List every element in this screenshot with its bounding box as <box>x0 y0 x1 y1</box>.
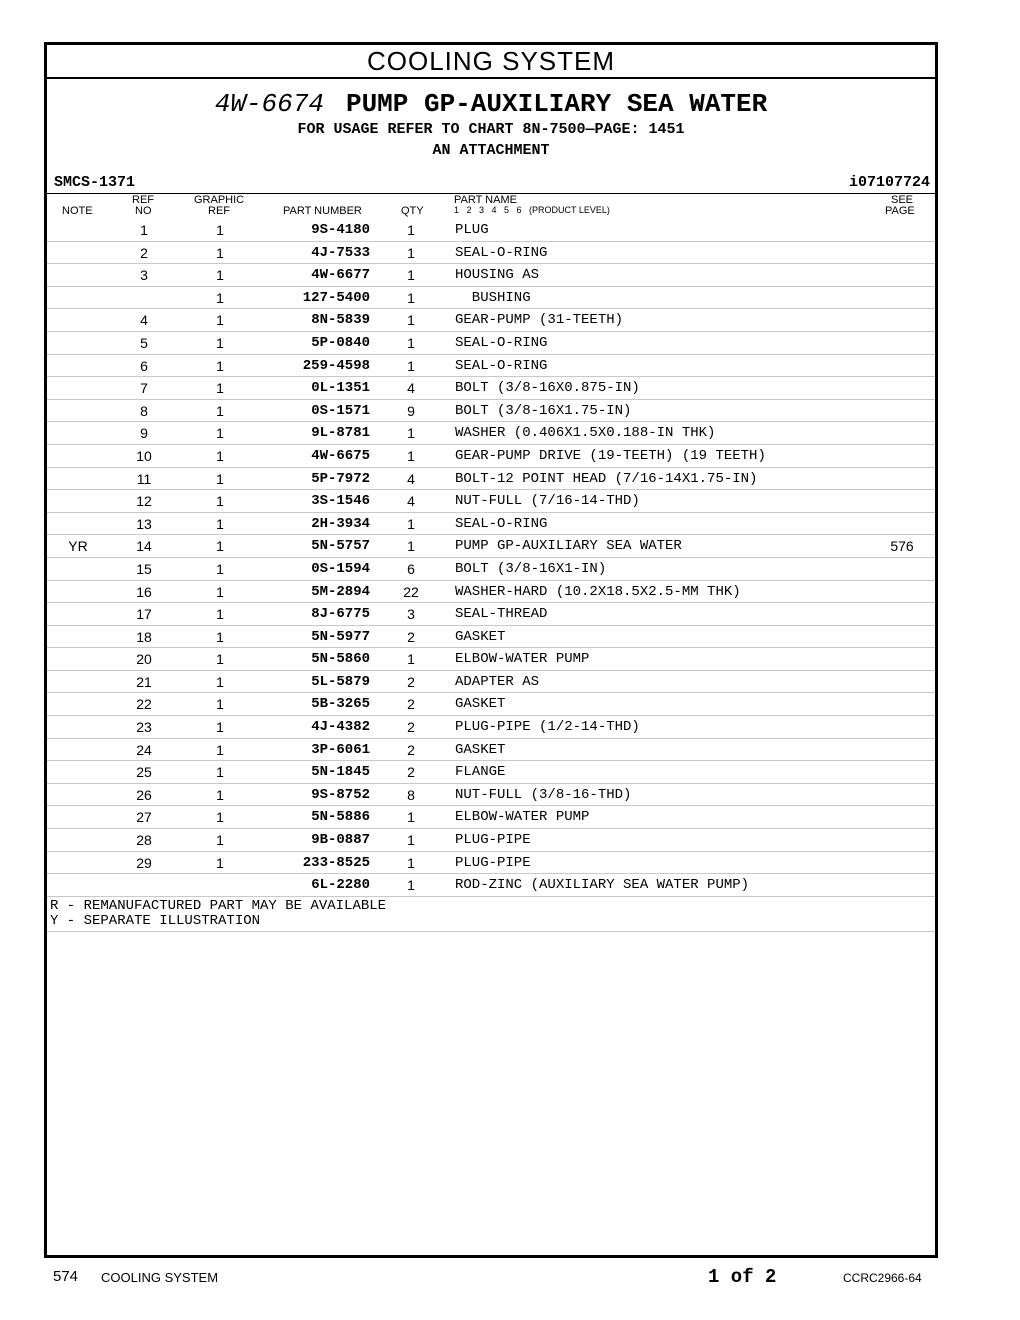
ref-no-cell: 22 <box>136 696 152 713</box>
graphic-ref-cell: 1 <box>216 289 224 306</box>
ref-no-cell: 3 <box>140 267 148 284</box>
table-row <box>47 535 935 558</box>
qty-cell: 2 <box>407 764 415 781</box>
part-name-cell: WASHER (0.406X1.5X0.188-IN THK) <box>455 425 716 442</box>
parts-table <box>47 219 935 897</box>
table-row <box>47 264 935 287</box>
qty-cell: 2 <box>407 741 415 758</box>
part-name-cell: GEAR-PUMP (31-TEETH) <box>455 312 624 329</box>
table-row <box>47 377 935 400</box>
header-note: NOTE <box>62 205 93 217</box>
qty-cell: 4 <box>407 470 415 487</box>
part-number-cell: 9S-4180 <box>311 222 370 238</box>
part-name-cell: ADAPTER AS <box>455 673 540 690</box>
graphic-ref-cell: 1 <box>216 447 224 464</box>
ref-no-cell: 8 <box>140 402 148 419</box>
table-row <box>47 422 935 445</box>
part-name-cell: BOLT-12 POINT HEAD (7/16-14X1.75-IN) <box>455 470 758 487</box>
table-row <box>47 490 935 513</box>
header-see-top: SEE <box>891 194 914 206</box>
table-row <box>47 671 935 694</box>
qty-cell: 1 <box>407 809 415 826</box>
qty-cell: 4 <box>407 380 415 397</box>
ref-no-cell: 23 <box>136 719 152 736</box>
table-row <box>47 513 935 536</box>
notes-legend <box>47 897 935 932</box>
qty-cell: 1 <box>407 877 415 894</box>
part-name-cell: ELBOW-WATER PUMP <box>455 809 590 826</box>
footer-section: COOLING SYSTEM <box>101 1270 219 1285</box>
part-number-cell: 5N-5886 <box>311 809 370 826</box>
table-row <box>47 558 935 581</box>
graphic-ref-cell: 1 <box>216 719 224 736</box>
graphic-ref-cell: 1 <box>216 515 224 532</box>
note-line: Y - SEPARATE ILLUSTRATION <box>50 912 261 929</box>
graphic-ref-cell: 1 <box>216 741 224 758</box>
title-block <box>47 79 935 161</box>
qty-cell: 1 <box>407 832 415 849</box>
graphic-ref-cell: 1 <box>216 493 224 510</box>
part-number-cell: 5M-2894 <box>311 583 370 600</box>
graphic-ref-cell: 1 <box>216 470 224 487</box>
graphic-ref-cell: 1 <box>216 606 224 623</box>
ref-no-cell: 6 <box>140 357 148 374</box>
assembly-part-number: 4W-6674 <box>214 89 324 119</box>
part-number-cell: 5P-0840 <box>311 334 370 351</box>
graphic-ref-cell: 1 <box>216 583 224 600</box>
part-number-cell: 3P-6061 <box>311 741 370 758</box>
table-row <box>47 603 935 626</box>
part-number-cell: 6L-2280 <box>311 877 370 894</box>
ref-no-cell: 9 <box>140 425 148 442</box>
part-number-cell: 4J-4382 <box>311 719 370 736</box>
qty-cell: 1 <box>407 334 415 351</box>
part-number-cell: 233-8525 <box>302 854 370 871</box>
ref-no-cell: 16 <box>136 583 152 600</box>
meta-row <box>47 171 935 193</box>
qty-cell: 1 <box>407 447 415 464</box>
table-row <box>47 784 935 807</box>
table-header <box>47 193 935 219</box>
ref-no-cell: 14 <box>136 538 152 555</box>
ref-no-cell: 1 <box>140 222 148 238</box>
ref-no-cell: 15 <box>136 560 152 577</box>
part-name-cell: BOLT (3/8-16X0.875-IN) <box>455 380 640 397</box>
part-name-cell: NUT-FULL (3/8-16-THD) <box>455 786 632 803</box>
page-footer <box>0 1262 1020 1292</box>
part-number-cell: 4W-6677 <box>311 267 370 284</box>
graphic-ref-cell: 1 <box>216 628 224 645</box>
part-name-cell: PLUG-PIPE <box>455 854 531 871</box>
part-number-cell: 2H-3934 <box>311 515 370 532</box>
qty-cell: 22 <box>403 583 419 600</box>
part-name-cell: ELBOW-WATER PUMP <box>455 651 590 668</box>
ref-no-cell: 27 <box>136 809 152 826</box>
graphic-ref-cell: 1 <box>216 696 224 713</box>
graphic-ref-cell: 1 <box>216 538 224 555</box>
qty-cell: 9 <box>407 402 415 419</box>
qty-cell: 8 <box>407 786 415 803</box>
graphic-ref-cell: 1 <box>216 334 224 351</box>
graphic-ref-cell: 1 <box>216 267 224 284</box>
table-row <box>47 829 935 852</box>
graphic-ref-cell: 1 <box>216 854 224 871</box>
graphic-ref-cell: 1 <box>216 651 224 668</box>
graphic-ref-cell: 1 <box>216 764 224 781</box>
part-number-cell: 0S-1594 <box>311 560 370 577</box>
ref-no-cell: 2 <box>140 244 148 261</box>
part-name-cell: SEAL-THREAD <box>455 606 548 623</box>
ref-no-cell: 26 <box>136 786 152 803</box>
ref-no-cell: 20 <box>136 651 152 668</box>
ref-no-cell: 4 <box>140 312 148 329</box>
usage-reference: FOR USAGE REFER TO CHART 8N-7500—PAGE: 1451 <box>297 121 685 138</box>
ref-no-cell: 10 <box>136 447 152 464</box>
header-ref-bottom: NO <box>135 205 152 217</box>
ref-no-cell: 12 <box>136 493 152 510</box>
table-row <box>47 355 935 378</box>
part-number-cell: 8N-5839 <box>311 312 370 329</box>
assembly-name: PUMP GP-AUXILIARY SEA WATER <box>345 89 768 119</box>
ref-no-cell: 18 <box>136 628 152 645</box>
table-row <box>47 739 935 762</box>
graphic-ref-cell: 1 <box>216 402 224 419</box>
ref-no-cell: 21 <box>136 673 152 690</box>
part-name-cell: ROD-ZINC (AUXILIARY SEA WATER PUMP) <box>455 877 750 894</box>
part-name-cell: NUT-FULL (7/16-14-THD) <box>455 493 640 510</box>
part-number-cell: 3S-1546 <box>311 493 370 510</box>
qty-cell: 1 <box>407 538 415 555</box>
part-name-cell: FLANGE <box>455 764 506 781</box>
parts-page-frame <box>44 42 938 1258</box>
graphic-ref-cell: 1 <box>216 380 224 397</box>
part-name-cell: GASKET <box>455 696 506 713</box>
part-number-cell: 0S-1571 <box>311 402 370 419</box>
see-page-cell: 576 <box>890 538 914 555</box>
part-name-cell: BUSHING <box>455 289 531 306</box>
graphic-ref-cell: 1 <box>216 312 224 329</box>
part-name-cell: SEAL-O-RING <box>455 357 548 374</box>
part-name-cell: GASKET <box>455 741 506 758</box>
part-number-cell: 5N-1845 <box>311 764 370 781</box>
note-line: R - REMANUFACTURED PART MAY BE AVAILABLE <box>50 897 387 914</box>
part-number-cell: 5N-5757 <box>311 538 370 555</box>
smcs-code: SMCS-1371 <box>54 174 136 191</box>
ref-no-cell: 11 <box>136 470 152 487</box>
part-name-cell: BOLT (3/8-16X1-IN) <box>455 560 607 577</box>
qty-cell: 3 <box>407 606 415 623</box>
note-cell: YR <box>68 538 88 555</box>
part-number-cell: 5B-3265 <box>311 696 370 713</box>
table-row <box>47 400 935 423</box>
part-number-cell: 5P-7972 <box>311 470 370 487</box>
qty-cell: 1 <box>407 651 415 668</box>
part-name-cell: WASHER-HARD (10.2X18.5X2.5-MM THK) <box>455 583 741 600</box>
qty-cell: 1 <box>407 222 415 238</box>
qty-cell: 1 <box>407 854 415 871</box>
ref-no-cell: 28 <box>136 832 152 849</box>
part-name-cell: GASKET <box>455 628 506 645</box>
footer-sheet: 1 of 2 <box>708 1266 777 1288</box>
header-graphic-bottom: REF <box>208 205 230 217</box>
part-name-cell: HOUSING AS <box>455 267 540 284</box>
section-title: COOLING SYSTEM <box>47 45 935 79</box>
header-qty: QTY <box>401 205 424 217</box>
table-row <box>47 219 935 242</box>
part-name-cell: PLUG-PIPE (1/2-14-THD) <box>455 719 640 736</box>
ref-no-cell: 17 <box>136 606 152 623</box>
graphic-ref-cell: 1 <box>216 357 224 374</box>
header-part-number: PART NUMBER <box>283 205 362 217</box>
part-number-cell: 8J-6775 <box>311 606 370 623</box>
ref-no-cell: 7 <box>140 380 148 397</box>
graphic-ref-cell: 1 <box>216 425 224 442</box>
part-number-cell: 127-5400 <box>302 289 370 306</box>
assembly-title <box>47 89 935 119</box>
qty-cell: 2 <box>407 673 415 690</box>
part-name-cell: PLUG <box>455 222 489 238</box>
table-row <box>47 648 935 671</box>
table-row <box>47 287 935 310</box>
ref-no-cell: 25 <box>136 764 152 781</box>
table-row <box>47 693 935 716</box>
qty-cell: 2 <box>407 628 415 645</box>
header-part-name: PART NAME <box>454 194 517 206</box>
table-row <box>47 874 935 897</box>
qty-cell: 1 <box>407 312 415 329</box>
part-name-cell: GEAR-PUMP DRIVE (19-TEETH) (19 TEETH) <box>455 447 766 464</box>
table-row <box>47 309 935 332</box>
ref-no-cell: 29 <box>136 854 152 871</box>
graphic-ref-cell: 1 <box>216 244 224 261</box>
ref-no-cell: 13 <box>136 515 152 532</box>
header-ref-top: REF <box>132 194 154 206</box>
qty-cell: 1 <box>407 244 415 261</box>
part-name-cell: SEAL-O-RING <box>455 334 548 351</box>
table-row <box>47 468 935 491</box>
table-row <box>47 806 935 829</box>
qty-cell: 1 <box>407 289 415 306</box>
qty-cell: 1 <box>407 267 415 284</box>
qty-cell: 1 <box>407 515 415 532</box>
table-row <box>47 761 935 784</box>
table-row <box>47 242 935 265</box>
footer-code: CCRC2966-64 <box>843 1271 922 1285</box>
part-number-cell: 5N-5860 <box>311 651 370 668</box>
part-number-cell: 0L-1351 <box>311 380 370 397</box>
graphic-ref-cell: 1 <box>216 222 224 238</box>
graphic-ref-cell: 1 <box>216 832 224 849</box>
table-row <box>47 716 935 739</box>
header-product-levels: 1 2 3 4 5 6 (PRODUCT LEVEL) <box>454 205 610 215</box>
graphic-ref-cell: 1 <box>216 786 224 803</box>
part-number-cell: 4J-7533 <box>311 244 370 261</box>
graphic-ref-cell: 1 <box>216 673 224 690</box>
footer-page-number: 574 <box>53 1268 79 1285</box>
table-row <box>47 581 935 604</box>
part-name-cell: PUMP GP-AUXILIARY SEA WATER <box>455 538 682 555</box>
part-number-cell: 259-4598 <box>302 357 370 374</box>
table-row <box>47 445 935 468</box>
part-name-cell: PLUG-PIPE <box>455 832 531 849</box>
qty-cell: 1 <box>407 425 415 442</box>
qty-cell: 6 <box>407 560 415 577</box>
header-graphic-top: GRAPHIC <box>194 194 245 206</box>
part-number-cell: 9L-8781 <box>311 425 370 442</box>
part-name-cell: SEAL-O-RING <box>455 244 548 261</box>
qty-cell: 1 <box>407 357 415 374</box>
qty-cell: 2 <box>407 696 415 713</box>
table-row <box>47 332 935 355</box>
qty-cell: 4 <box>407 493 415 510</box>
table-row <box>47 852 935 875</box>
part-number-cell: 5L-5879 <box>311 673 370 690</box>
header-see-bottom: PAGE <box>885 205 915 217</box>
attachment-label: AN ATTACHMENT <box>432 142 550 159</box>
part-name-cell: BOLT (3/8-16X1.75-IN) <box>455 402 632 419</box>
graphic-ref-cell: 1 <box>216 560 224 577</box>
illustration-id: i07107724 <box>848 174 930 191</box>
part-number-cell: 5N-5977 <box>311 628 370 645</box>
part-number-cell: 9B-0887 <box>311 832 370 849</box>
qty-cell: 2 <box>407 719 415 736</box>
part-number-cell: 4W-6675 <box>311 447 370 464</box>
table-row <box>47 626 935 649</box>
graphic-ref-cell: 1 <box>216 809 224 826</box>
part-number-cell: 9S-8752 <box>311 786 370 803</box>
part-name-cell: SEAL-O-RING <box>455 515 548 532</box>
ref-no-cell: 5 <box>140 334 148 351</box>
ref-no-cell: 24 <box>136 741 152 758</box>
